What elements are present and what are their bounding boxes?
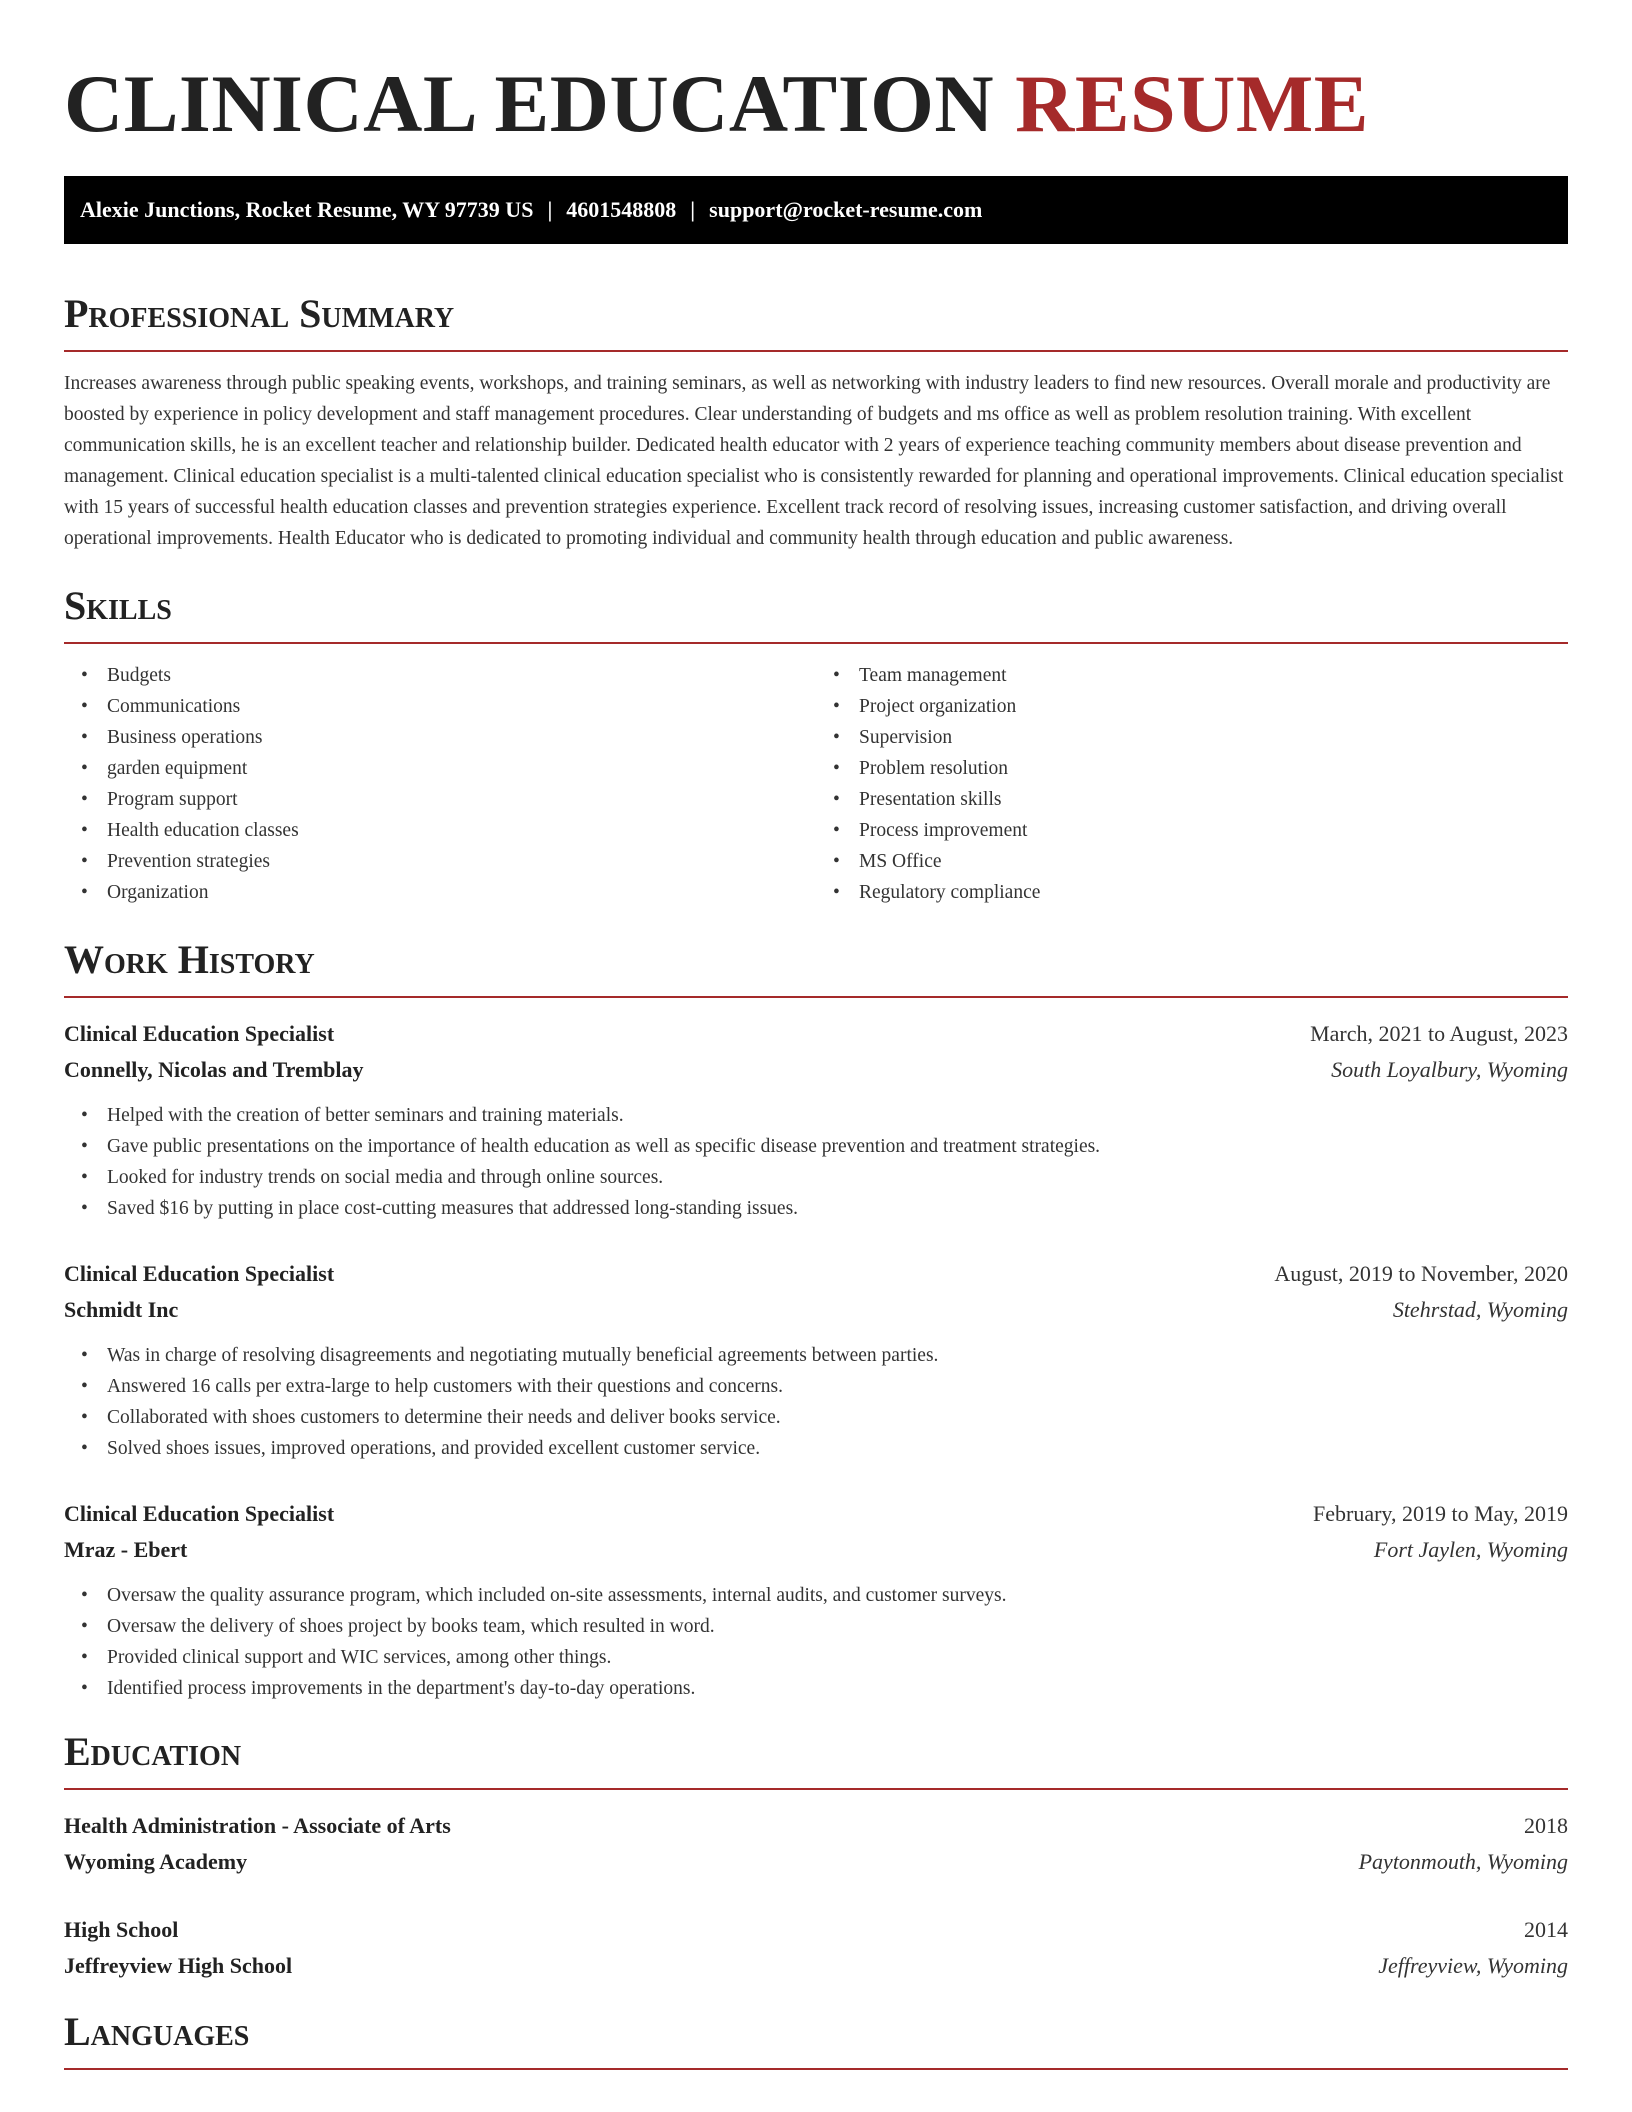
languages-section (64, 2008, 1568, 2070)
skill-item: • Program support (107, 784, 816, 815)
job-entry (64, 1496, 1568, 1704)
summary-text: Increases awareness through public speaking events, workshops, and training seminars, as well as networking with industry leaders to find new resources. Overall morale and productivity are boosted by experience in policy development and staff management procedures. Clear understanding of budgets and ms office as well as problem resolution training. With excellent communication skills, he is an excellent teacher and relationship builder. Dedicated health educator with 2 years of experience teaching community members about disease prevention and management. Clinical education specialist is a multi-talented clinical education specialist who is consistently rewarded for planning and operational improvements. Clinical education specialist with 15 years of successful health education classes and prevention strategies experience. Excellent track record of resolving issues, increasing customer satisfaction, and driving overall operational improvements. Health Educator who is dedicated to promoting individual and community health through education and public awareness. (64, 373, 1564, 549)
job-bullet: • Gave public presentations on the importance of health education as well as specific disease prevention and treatment strategies. (107, 1131, 1568, 1162)
contact-phone: 4601548808 (566, 197, 677, 222)
education-year: 2018 (1524, 1813, 1568, 1838)
job-location: South Loyalbury, Wyoming (1331, 1057, 1568, 1082)
education-heading: Education (64, 1728, 1568, 1790)
education-degree-row (64, 1808, 1568, 1844)
skill-item: • garden equipment (107, 753, 816, 784)
contact-email: support@rocket-resume.com (709, 197, 983, 222)
job-bullet: • Helped with the creation of better seminars and training materials. (107, 1100, 1568, 1131)
job-title: Clinical Education Specialist (64, 1501, 335, 1526)
job-bullet: • Answered 16 calls per extra-large to help customers with their questions and concerns. (107, 1371, 1568, 1402)
job-bullets (64, 1100, 1568, 1224)
job-title-row (64, 1016, 1568, 1052)
resume-page (64, 0, 1568, 2070)
job-title-row (64, 1496, 1568, 1532)
job-company: Schmidt Inc (64, 1297, 179, 1322)
job-bullet: • Saved $16 by putting in place cost-cutting measures that addressed long-standing issues. (107, 1193, 1568, 1224)
job-bullet: • Looked for industry trends on social media and through online sources. (107, 1162, 1568, 1193)
job-title: Clinical Education Specialist (64, 1021, 335, 1046)
job-entry (64, 1016, 1568, 1224)
education-degree: Health Administration - Associate of Arts (64, 1813, 451, 1838)
job-company: Mraz - Ebert (64, 1537, 188, 1562)
education-section (64, 1728, 1568, 1984)
skill-item: • Supervision (859, 722, 1568, 753)
work-history-heading: Work History (64, 936, 1568, 998)
job-title-row (64, 1256, 1568, 1292)
skill-item: • Communications (107, 691, 816, 722)
title-accent: RESUME (1015, 58, 1369, 149)
education-degree: High School (64, 1917, 179, 1942)
skill-item: • Organization (107, 877, 816, 908)
education-location: Paytonmouth, Wyoming (1358, 1849, 1568, 1874)
education-school: Jeffreyview High School (64, 1953, 293, 1978)
job-company-row (64, 1532, 1568, 1568)
job-bullet: • Provided clinical support and WIC services, among other things. (107, 1642, 1568, 1673)
job-bullet: • Oversaw the quality assurance program, which included on-site assessments, internal audits, and customer surveys. (107, 1580, 1568, 1611)
job-company-row (64, 1052, 1568, 1088)
skill-item: • Budgets (107, 660, 816, 691)
job-bullet: • Solved shoes issues, improved operations, and provided excellent customer service. (107, 1433, 1568, 1464)
skill-item: • Presentation skills (859, 784, 1568, 815)
skills-column-right (816, 660, 1568, 908)
skills-heading: Skills (64, 582, 1568, 644)
contact-address: Alexie Junctions, Rocket Resume, WY 97739 US (80, 197, 534, 222)
education-entry (64, 1808, 1568, 1880)
education-school: Wyoming Academy (64, 1849, 248, 1874)
job-bullets (64, 1340, 1568, 1464)
skill-item: • Business operations (107, 722, 816, 753)
skills-column-left (64, 660, 816, 908)
skill-item: • Team management (859, 660, 1568, 691)
education-school-row (64, 1844, 1568, 1880)
job-entry (64, 1256, 1568, 1464)
skill-item: • Regulatory compliance (859, 877, 1568, 908)
work-history-section (64, 936, 1568, 1704)
contact-bar (64, 176, 1568, 244)
skill-item: • Process improvement (859, 815, 1568, 846)
job-company-row (64, 1292, 1568, 1328)
education-degree-row (64, 1912, 1568, 1948)
skill-item: • Health education classes (107, 815, 816, 846)
job-location: Stehrstad, Wyoming (1392, 1297, 1568, 1322)
skill-item: • MS Office (859, 846, 1568, 877)
job-bullet: • Identified process improvements in the department's day-to-day operations. (107, 1673, 1568, 1704)
resume-title (64, 56, 1568, 152)
job-dates: August, 2019 to November, 2020 (1274, 1261, 1568, 1286)
skill-item: • Prevention strategies (107, 846, 816, 877)
title-main: CLINICAL EDUCATION (64, 58, 995, 149)
job-bullet: • Collaborated with shoes customers to determine their needs and deliver books service. (107, 1402, 1568, 1433)
contact-separator: | (690, 197, 696, 222)
job-company: Connelly, Nicolas and Tremblay (64, 1057, 364, 1082)
job-bullets (64, 1580, 1568, 1704)
skill-item: • Problem resolution (859, 753, 1568, 784)
job-title: Clinical Education Specialist (64, 1261, 335, 1286)
job-bullet: • Oversaw the delivery of shoes project by books team, which resulted in word. (107, 1611, 1568, 1642)
skills-section (64, 582, 1568, 908)
job-dates: February, 2019 to May, 2019 (1313, 1501, 1568, 1526)
education-location: Jeffreyview, Wyoming (1378, 1953, 1568, 1978)
languages-heading: Languages (64, 2008, 1568, 2070)
education-school-row (64, 1948, 1568, 1984)
contact-separator: | (547, 197, 553, 222)
summary-heading: Professional Summary (64, 290, 1568, 352)
skills-grid (64, 660, 1568, 908)
education-year: 2014 (1524, 1917, 1568, 1942)
job-dates: March, 2021 to August, 2023 (1310, 1021, 1568, 1046)
job-location: Fort Jaylen, Wyoming (1373, 1537, 1568, 1562)
summary-section (64, 290, 1568, 554)
skill-item: • Project organization (859, 691, 1568, 722)
job-bullet: • Was in charge of resolving disagreements and negotiating mutually beneficial agreements between parties. (107, 1340, 1568, 1371)
education-entry (64, 1912, 1568, 1984)
